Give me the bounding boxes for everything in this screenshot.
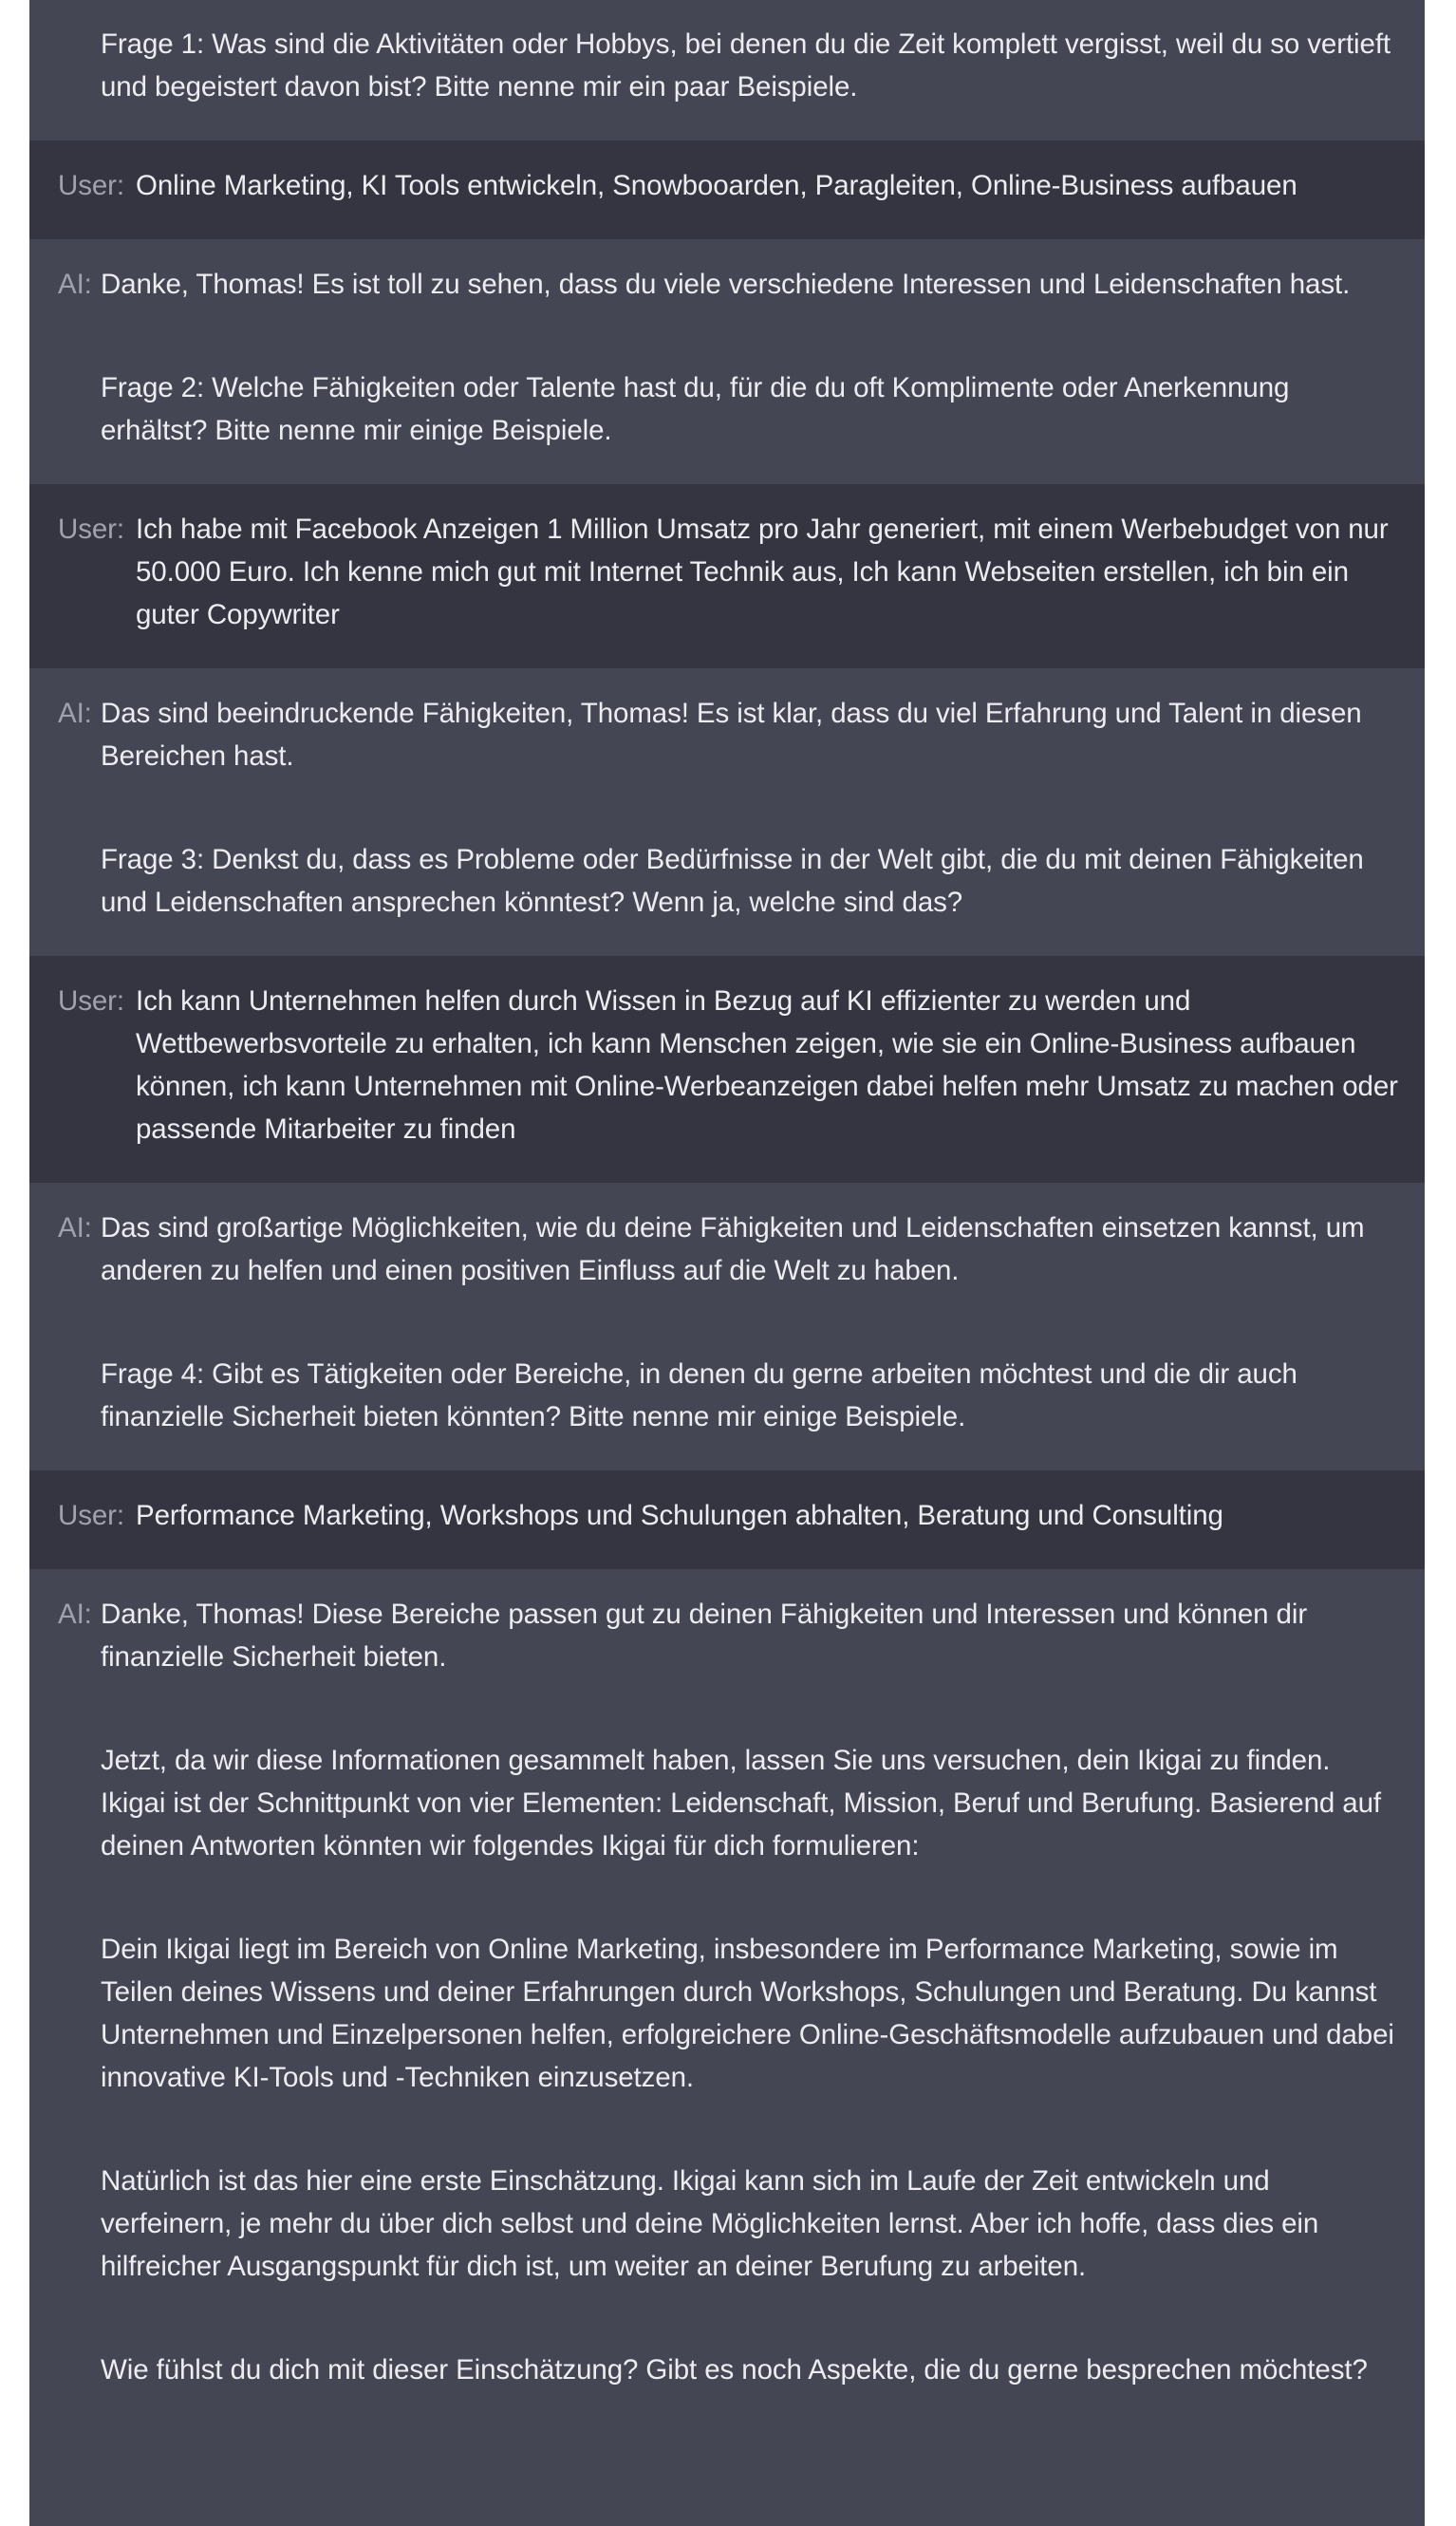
message-paragraph: [58, 1494, 1398, 1537]
message-text: Performance Marketing, Workshops und Schulungen abhalten, Beratung und Consulting: [136, 1500, 1223, 1531]
message-paragraph: Wie fühlst du dich mit dieser Einschätzung? Gibt es noch Aspekte, die du gerne besprechen möchtest?: [101, 2354, 1368, 2386]
message-text: Danke, Thomas! Diese Bereiche passen gut zu deinen Fähigkeiten und Interessen und können dir finanzielle Sicherheit bieten.: [101, 1599, 1308, 1673]
message-paragraph: Frage 1: Was sind die Aktivitäten oder Hobbys, bei denen du die Zeit komplett vergisst, weil du so vertieft und begeistert davon bist? Bitte nenne mir ein paar Beispiele.: [101, 28, 1391, 103]
chat-transcript: [29, 0, 1425, 2526]
ai-message-2: [29, 239, 1425, 484]
message-paragraph: [58, 1593, 1398, 1678]
user-prefix: User:: [58, 1500, 124, 1531]
ai-prefix: AI:: [58, 1212, 92, 1244]
ai-prefix: AI:: [58, 698, 92, 729]
message-text: Das sind beeindruckende Fähigkeiten, Thomas! Es ist klar, dass du viel Erfahrung und Talent in diesen Bereichen hast.: [101, 698, 1362, 772]
ai-message-3: [29, 668, 1425, 956]
user-message-1: [29, 140, 1425, 239]
user-message-3: [29, 956, 1425, 1183]
user-prefix: User:: [58, 514, 124, 545]
message-paragraph: Dein Ikigai liegt im Bereich von Online Marketing, insbesondere im Performance Marketing, sowie im Teilen deines Wissens und deiner Erfahrungen durch Workshops, Schulungen und Beratung. Du kannst Unternehmen und Einzelpersonen helfen, erfolgreichere Online-Geschäftsmodelle aufzubauen und dabei innovative KI-Tools und -Techniken einzusetzen.: [101, 1934, 1394, 2093]
message-paragraph: [58, 508, 1398, 636]
message-paragraph: Natürlich ist das hier eine erste Einschätzung. Ikigai kann sich im Laufe der Zeit entwickeln und verfeinern, je mehr du über dich selbst und deine Möglichkeiten lernst. Aber ich hoffe, dass dies ein hilfreicher Ausgangspunkt für dich ist, um weiter an deiner Berufung zu arbeiten.: [101, 2165, 1319, 2282]
message-paragraph: [58, 263, 1398, 306]
ai-prefix: AI:: [58, 269, 92, 300]
user-message-2: [29, 484, 1425, 668]
message-text: Ich habe mit Facebook Anzeigen 1 Million Umsatz pro Jahr generiert, mit einem Werbebudget von nur 50.000 Euro. Ich kenne mich gut mit Internet Technik aus, Ich kann Webseiten erstellen, ich bin ein guter Copywriter: [136, 514, 1389, 630]
message-text: Das sind großartige Möglichkeiten, wie du deine Fähigkeiten und Leidenschaften einsetzen kannst, um anderen zu helfen und einen positiven Einfluss auf die Welt zu haben.: [101, 1212, 1365, 1286]
ai-message-4: [29, 1183, 1425, 1470]
message-paragraph: Frage 4: Gibt es Tätigkeiten oder Bereiche, in denen du gerne arbeiten möchtest und die dir auch finanzielle Sicherheit bieten könnten? Bitte nenne mir einige Beispiele.: [101, 1358, 1297, 1432]
message-paragraph: [58, 164, 1398, 207]
ai-message-5: [29, 1569, 1425, 2423]
message-paragraph: [58, 980, 1398, 1151]
user-prefix: User:: [58, 170, 124, 201]
message-text: Ich kann Unternehmen helfen durch Wissen in Bezug auf KI effizienter zu werden und Wettbewerbsvorteile zu erhalten, ich kann Menschen zeigen, wie sie ein Online-Business aufbauen können, ich kann Unternehmen mit Online-Werbeanzeigen dabei helfen mehr Umsatz zu machen oder passende Mitarbeiter zu finden: [136, 985, 1398, 1145]
message-text: Danke, Thomas! Es ist toll zu sehen, dass du viele verschiedene Interessen und Leidenschaften hast.: [101, 269, 1351, 300]
user-message-4: [29, 1470, 1425, 1569]
message-paragraph: [58, 692, 1398, 777]
ai-message-1: [29, 0, 1425, 140]
ai-prefix: AI:: [58, 1599, 92, 1630]
message-paragraph: Jetzt, da wir diese Informationen gesammelt haben, lassen Sie uns versuchen, dein Ikigai zu finden. Ikigai ist der Schnittpunkt von vier Elementen: Leidenschaft, Mission, Beruf und Berufung. Basierend auf deinen Antworten könnten wir folgendes Ikigai für dich formulieren:: [101, 1745, 1382, 1862]
message-text: Online Marketing, KI Tools entwickeln, Snowbooarden, Paragleiten, Online-Business aufbauen: [136, 170, 1297, 201]
message-paragraph: Frage 3: Denkst du, dass es Probleme oder Bedürfnisse in der Welt gibt, die du mit deinen Fähigkeiten und Leidenschaften ansprechen könntest? Wenn ja, welche sind das?: [101, 844, 1364, 918]
message-paragraph: Frage 2: Welche Fähigkeiten oder Talente hast du, für die du oft Komplimente oder Anerkennung erhältst? Bitte nenne mir einige Beispiele.: [101, 372, 1290, 446]
message-paragraph: [58, 1207, 1398, 1292]
user-prefix: User:: [58, 985, 124, 1017]
